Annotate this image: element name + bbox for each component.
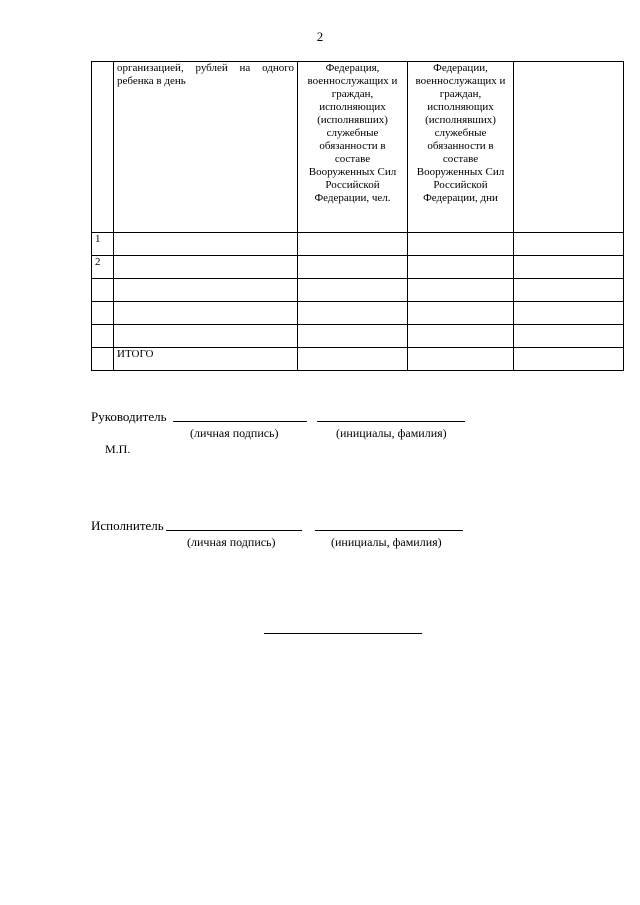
row-extra: [514, 256, 624, 279]
row-desc: [114, 256, 298, 279]
row-number: 2: [92, 256, 114, 279]
row-desc: [114, 325, 298, 348]
head-signature-line[interactable]: [173, 421, 307, 422]
head-signature-caption: (личная подпись): [190, 426, 279, 440]
table-row: [92, 279, 624, 302]
row-days: [408, 325, 514, 348]
table-row: [92, 302, 624, 325]
row-days: [408, 279, 514, 302]
stamp-label: М.П.: [105, 442, 131, 456]
header-extra-cell: [514, 62, 624, 233]
executor-signature-caption: (личная подпись): [187, 535, 276, 549]
table-row: [92, 325, 624, 348]
table-row: [92, 256, 624, 279]
row-days: [408, 233, 514, 256]
row-persons: [298, 233, 408, 256]
row-desc: [114, 279, 298, 302]
row-desc: [114, 302, 298, 325]
executor-name-line[interactable]: [315, 530, 463, 531]
row-days: [408, 302, 514, 325]
table-row: [92, 233, 624, 256]
head-name-caption: (инициалы, фамилия): [336, 426, 447, 440]
total-row: [92, 348, 624, 371]
row-extra: [514, 233, 624, 256]
total-num-cell: [92, 348, 114, 371]
executor-role-label: Исполнитель: [91, 518, 164, 533]
page-number: 2: [316, 29, 324, 44]
table-header-continuation: [92, 62, 624, 233]
head-name-line[interactable]: [317, 421, 465, 422]
header-num-cell: [92, 62, 114, 233]
row-persons: [298, 325, 408, 348]
document-end-line: [264, 633, 422, 634]
row-number: [92, 302, 114, 325]
executor-signature-line[interactable]: [166, 530, 302, 531]
row-desc: [114, 233, 298, 256]
header-days-cell: Федерации, военнослужащих и граждан, исполняющих (исполнявших) служебные обязанности в составе Вооруженных Сил Российской Федерации, дни: [408, 62, 514, 233]
row-number: [92, 325, 114, 348]
row-number: [92, 279, 114, 302]
total-label: ИТОГО: [114, 348, 298, 371]
row-number: 1: [92, 233, 114, 256]
executor-name-caption: (инициалы, фамилия): [331, 535, 442, 549]
row-persons: [298, 256, 408, 279]
report-table: [91, 61, 624, 371]
total-persons: [298, 348, 408, 371]
total-days: [408, 348, 514, 371]
row-extra: [514, 325, 624, 348]
row-days: [408, 256, 514, 279]
row-persons: [298, 279, 408, 302]
row-persons: [298, 302, 408, 325]
row-extra: [514, 302, 624, 325]
header-desc-cell: организацией, рублей на одного ребенка в день: [114, 62, 298, 233]
total-extra: [514, 348, 624, 371]
head-role-label: Руководитель: [91, 409, 167, 424]
row-extra: [514, 279, 624, 302]
header-persons-cell: Федерация, военнослужащих и граждан, исполняющих (исполнявших) служебные обязанности в составе Вооруженных Сил Российской Федерации, чел.: [298, 62, 408, 233]
